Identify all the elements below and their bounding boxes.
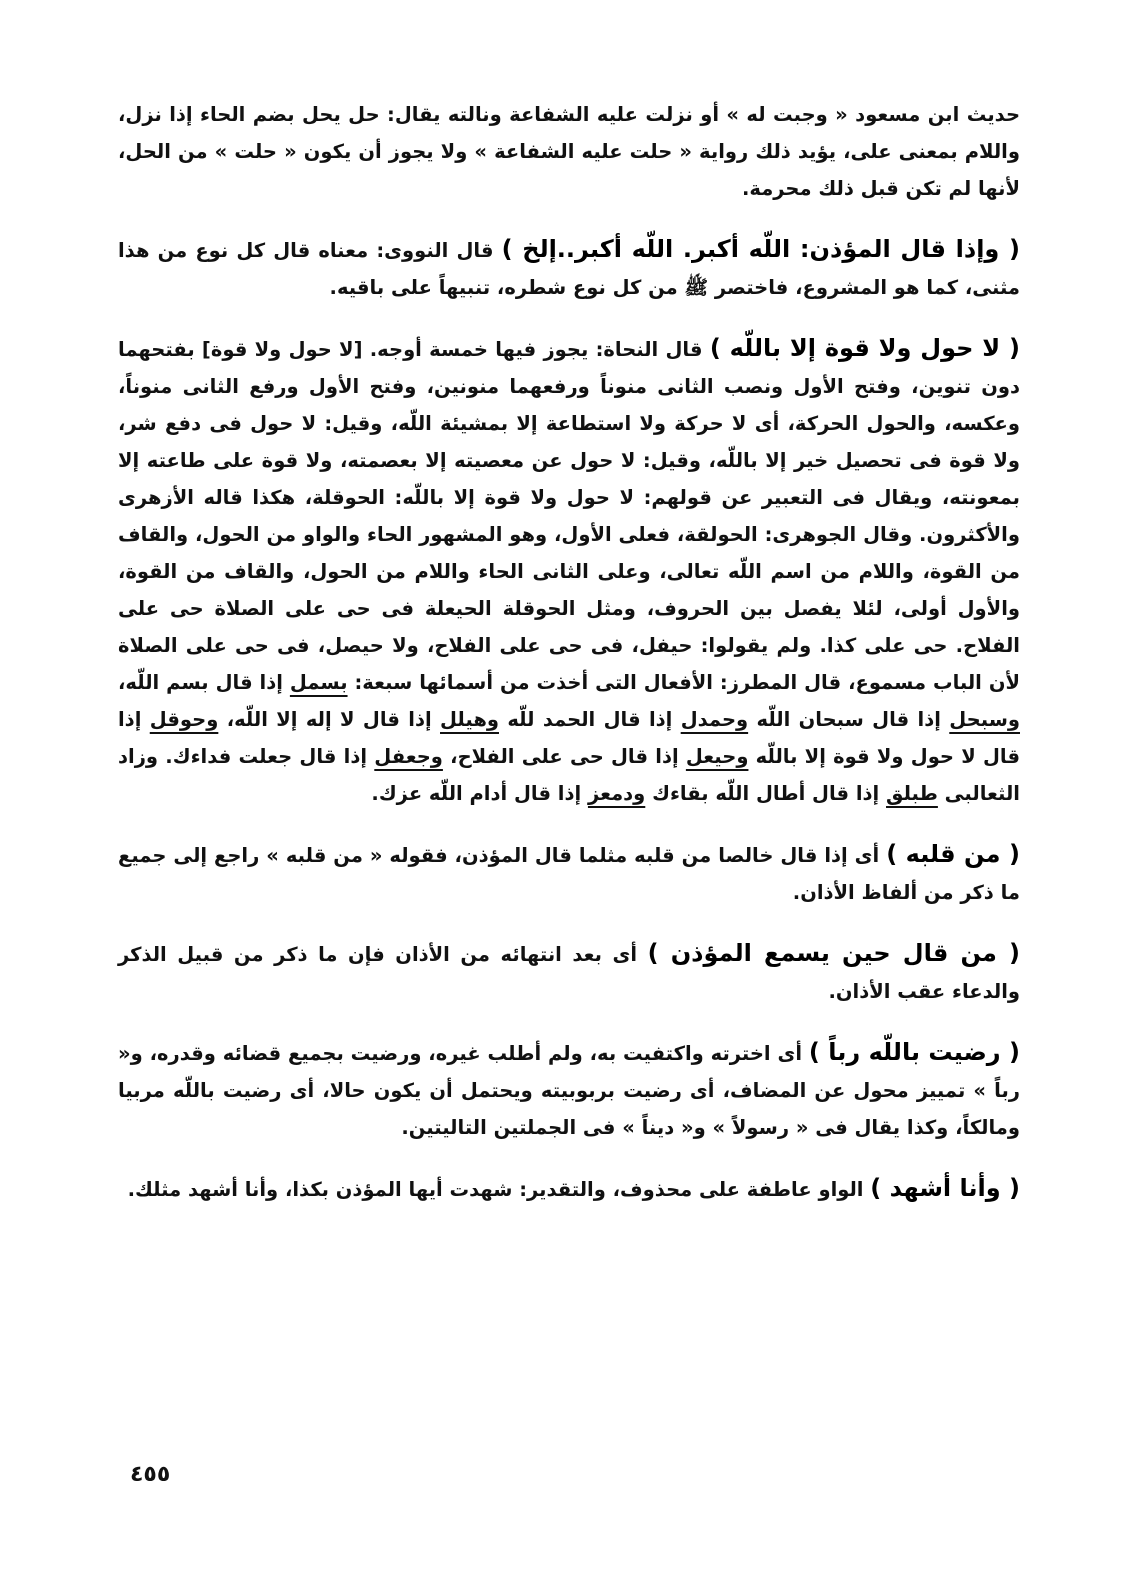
paragraph-heading: ( وأنا أشهد ) (870, 1174, 1020, 1202)
page-number: ٤٥٥ (130, 1462, 171, 1487)
coined-verb: وسبحل (949, 708, 1020, 731)
coined-verb: وهيلل (440, 708, 499, 731)
coined-verb: وحمدل (680, 708, 749, 731)
paragraph-heading: ( رضيت باللّه رباً ) (808, 1038, 1020, 1066)
paragraph-raditu (118, 1034, 1020, 1146)
coined-verb-explanation: إذا قال حى على الفلاح، (442, 745, 686, 768)
paragraph-heading: ( وإذا قال المؤذن: اللّه أكبر. اللّه أكبر..إلخ ) (501, 235, 1020, 263)
coined-verb: وحيعل (685, 745, 749, 768)
coined-verb: بسمل (289, 671, 348, 694)
coined-verb: وحوقل (149, 708, 219, 731)
coined-verb-explanation: إذا قال جعلت فداءك. وزاد الثعالبى (118, 745, 1020, 805)
paragraph-takbir (118, 231, 1020, 306)
coined-verb: وجعفل (374, 745, 443, 768)
paragraph-heading: ( لا حول ولا قوة إلا باللّه ) (709, 334, 1021, 362)
paragraph-hina-yasma (118, 935, 1020, 1010)
paragraph-hadith-continuation (118, 96, 1020, 207)
coined-verb-explanation: إذا قال لا إله إلا اللّه، (218, 708, 441, 731)
paragraph-text: أى بعد انتهائه من الأذان فإن ما ذكر من قبيل الذكر والدعاء عقب الأذان. (118, 943, 1020, 1003)
paragraph-text: أى إذا قال خالصا من قلبه مثلما قال المؤذن، فقوله « من قلبه » راجع إلى جميع ما ذكر من ألفاظ الأذان. (118, 844, 1020, 904)
paragraph-min-qalbihi (118, 836, 1020, 911)
coined-verb-explanation: إذا قال أطال اللّه بقاءك (645, 782, 887, 805)
coined-verb-explanation: إذا قال لا حول ولا قوة إلا باللّه (118, 708, 1020, 768)
paragraph-text: أى اخترته واكتفيت به، ولم أطلب غيره، ورضيت بجميع قضائه وقدره، و« رباً » تمييز محول عن المضاف، أى رضيت بربوبيته ويحتمل أن يكون حالا، أى رضيت باللّه مربيا ومالكاً، وكذا يقال فى « رسولاً » و« ديناً » فى الجملتين التاليتين. (118, 1042, 1020, 1139)
coined-verb: طبلق (886, 782, 938, 805)
coined-verb: ودمعز (587, 782, 646, 805)
coined-verb-explanation: إذا قال سبحان اللّه (748, 708, 950, 731)
paragraph-text: حديث ابن مسعود « وجبت له » أو نزلت عليه الشفاعة ونالته يقال: حل يحل بضم الحاء إذا نزل، واللام بمعنى على، يؤيد ذلك رواية « حلت عليه الشفاعة » ولا يجوز أن يكون « حلت » من الحل، لأنها لم تكن قبل ذلك محرمة. (118, 103, 1020, 200)
paragraph-text: الواو عاطفة على محذوف، والتقدير: شهدت أيها المؤذن بكذا، وأنا أشهد مثلك. (127, 1178, 871, 1201)
page-body (118, 96, 1020, 1232)
paragraph-heading: ( من قال حين يسمع المؤذن ) (647, 939, 1020, 967)
paragraph-wa-ana-ashhad (118, 1170, 1020, 1208)
coined-verb-explanation: إذا قال بسم اللّه، (118, 671, 290, 694)
paragraph-text: قال النووى: معناه قال كل نوع من هذا مثنى، كما هو المشروع، فاختصر ﷺ من كل نوع شطره، تنبيهاً على باقيه. (118, 239, 1020, 299)
paragraph-hawqala (118, 330, 1020, 812)
coined-verb-explanation: إذا قال الحمد للّه (498, 708, 681, 731)
paragraph-heading: ( من قلبه ) (886, 840, 1020, 868)
coined-verb-explanation: إذا قال أدام اللّه عزك. (371, 782, 588, 805)
paragraph-text: قال النحاة: يجوز فيها خمسة أوجه. [لا حول ولا قوة] بفتحهما دون تنوين، وفتح الأول ونصب الثانى منوناً ورفعهما منونين، وفتح الأول ورفع الثانى منوناً، وعكسه، والحول الحركة، أى لا حركة ولا استطاعة إلا بمشيئة اللّه، وقيل: لا حول فى دفع شر، ولا قوة فى تحصيل خير إلا باللّه، وقيل: لا حول عن معصيته إلا بعصمته، ولا قوة على طاعته إلا بمعونته، ويقال فى التعبير عن قولهم: لا حول ولا قوة إلا باللّه: الحوقلة، هكذا قاله الأزهرى والأكثرون. وقال الجوهرى: الحولقة، فعلى الأول، وهو المشهور الحاء والواو من الحول، والقاف من القوة، واللام من اسم اللّه تعالى، وعلى الثانى الحاء واللام من الحول، والقاف من القوة، والأول أولى، لئلا يفصل بين الحروف، ومثل الحوقلة الحيعلة فى حى على الصلاة حى على الفلاح. حى على كذا. ولم يقولوا: حيفل، فى حى على الفلاح، ولا حيصل، فى حى على الصلاة لأن الباب مسموع، قال المطرز: الأفعال التى أخذت من أسمائها سبعة: (118, 338, 1020, 694)
